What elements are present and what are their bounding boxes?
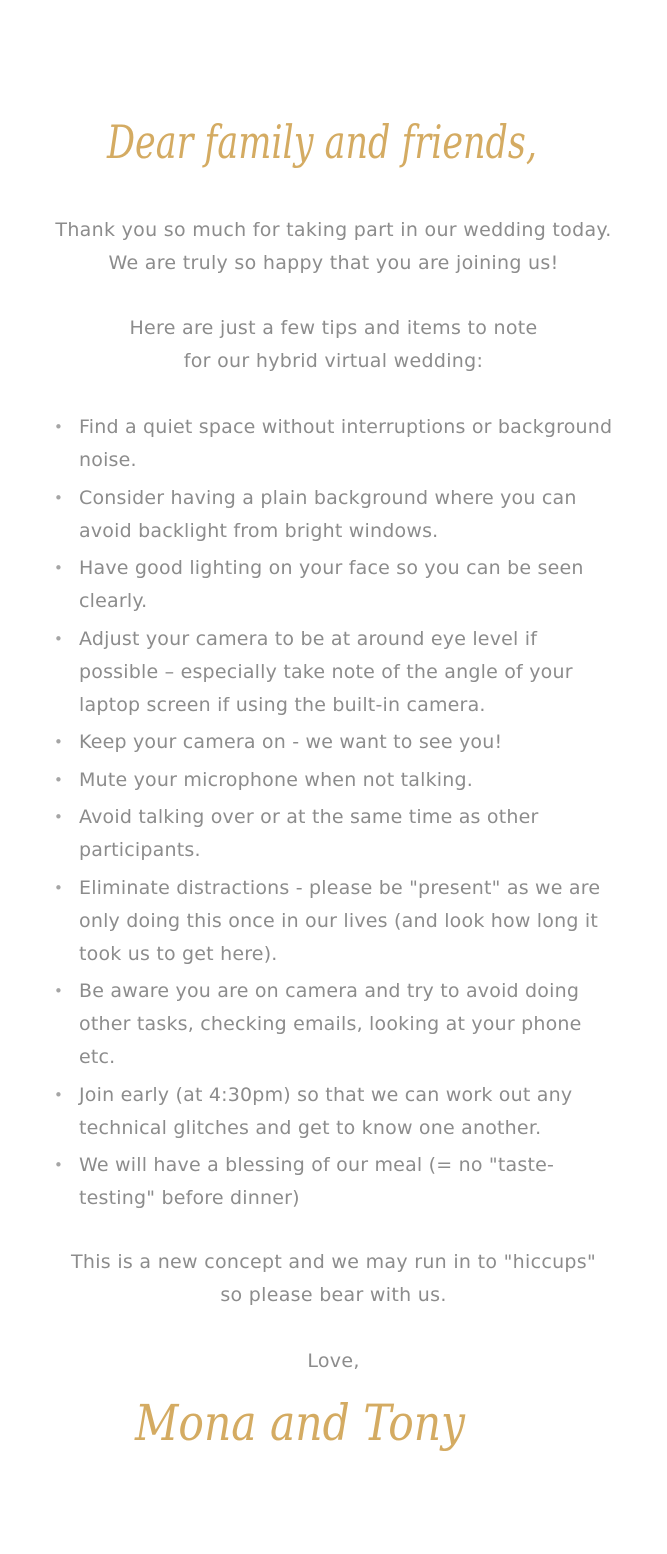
tip-item xyxy=(52,872,622,971)
tip-item xyxy=(52,552,622,618)
bullet-icon: • xyxy=(54,629,64,648)
closing-line-1: This is a new concept and we may run in to "hiccups" xyxy=(70,1251,597,1273)
tips-list xyxy=(52,411,622,1220)
tip-text: Be aware you are on camera and try to avoid doing other tasks, checking emails, looking at your phone etc. xyxy=(79,980,582,1068)
intro-line-2: We are truly so happy that you are joining us! xyxy=(108,252,559,274)
tip-item xyxy=(52,623,622,722)
bullet-icon: • xyxy=(54,1085,64,1104)
signature xyxy=(0,1378,667,1478)
bullet-icon: • xyxy=(54,1156,64,1174)
intro-line-1: Thank you so much for taking part in our wedding today. xyxy=(55,219,612,241)
signature-script xyxy=(0,1378,667,1478)
tip-text: Avoid talking over or at the same time as other participants. xyxy=(79,806,539,861)
tips-intro-line-1: Here are just a few tips and items to note xyxy=(129,317,538,339)
closing-line-2: so please bear with us. xyxy=(220,1284,447,1306)
tip-text: Keep your camera on - we want to see you! xyxy=(79,731,503,753)
tip-item xyxy=(52,482,622,548)
tip-item xyxy=(52,1079,622,1145)
tip-text: We will have a blessing of our meal (= no "taste-testing" before dinner) xyxy=(79,1154,555,1209)
tip-item xyxy=(52,801,622,867)
tip-item xyxy=(52,726,622,759)
greeting-heading xyxy=(0,100,667,190)
tip-text: Find a quiet space without interruptions or background noise. xyxy=(79,416,613,471)
intro-paragraph xyxy=(40,214,627,280)
bullet-icon: • xyxy=(54,559,64,577)
tips-intro-paragraph xyxy=(40,312,627,378)
tip-item xyxy=(52,975,622,1074)
bullet-icon: • xyxy=(54,770,64,789)
tip-text: Consider having a plain background where you can avoid backlight from bright windows. xyxy=(79,486,577,542)
closing-paragraph xyxy=(40,1246,627,1312)
tip-text: Have good lighting on your face so you can be seen clearly. xyxy=(79,557,584,612)
tips-intro-line-2: for our hybrid virtual wedding: xyxy=(183,350,484,372)
love-text: Love, xyxy=(307,1350,360,1372)
signature-text: Mona and Tony xyxy=(134,1394,466,1452)
tip-item xyxy=(52,764,622,797)
tip-text: Eliminate distractions - please be "present" as we are only doing this once in our lives (and look how long it took us to get here). xyxy=(79,876,601,965)
bullet-icon: • xyxy=(54,733,64,751)
greeting-script xyxy=(0,100,667,190)
love-signoff xyxy=(40,1345,627,1378)
bullet-icon: • xyxy=(54,982,64,1000)
tip-text: Mute your microphone when not talking. xyxy=(79,768,474,791)
bullet-icon: • xyxy=(54,808,64,826)
tip-item xyxy=(52,1149,622,1215)
tip-text: Join early (at 4:30pm) so that we can work out any technical glitches and get to know one another. xyxy=(79,1083,573,1139)
bullet-icon: • xyxy=(54,878,64,897)
tip-text: Adjust your camera to be at around eye level if possible – especially take note of the angle of your laptop screen if using the built-in camera. xyxy=(79,627,573,716)
greeting-text: Dear family and friends, xyxy=(106,115,537,169)
bullet-icon: • xyxy=(54,418,64,436)
bullet-icon: • xyxy=(54,488,64,507)
tip-item xyxy=(52,411,622,477)
